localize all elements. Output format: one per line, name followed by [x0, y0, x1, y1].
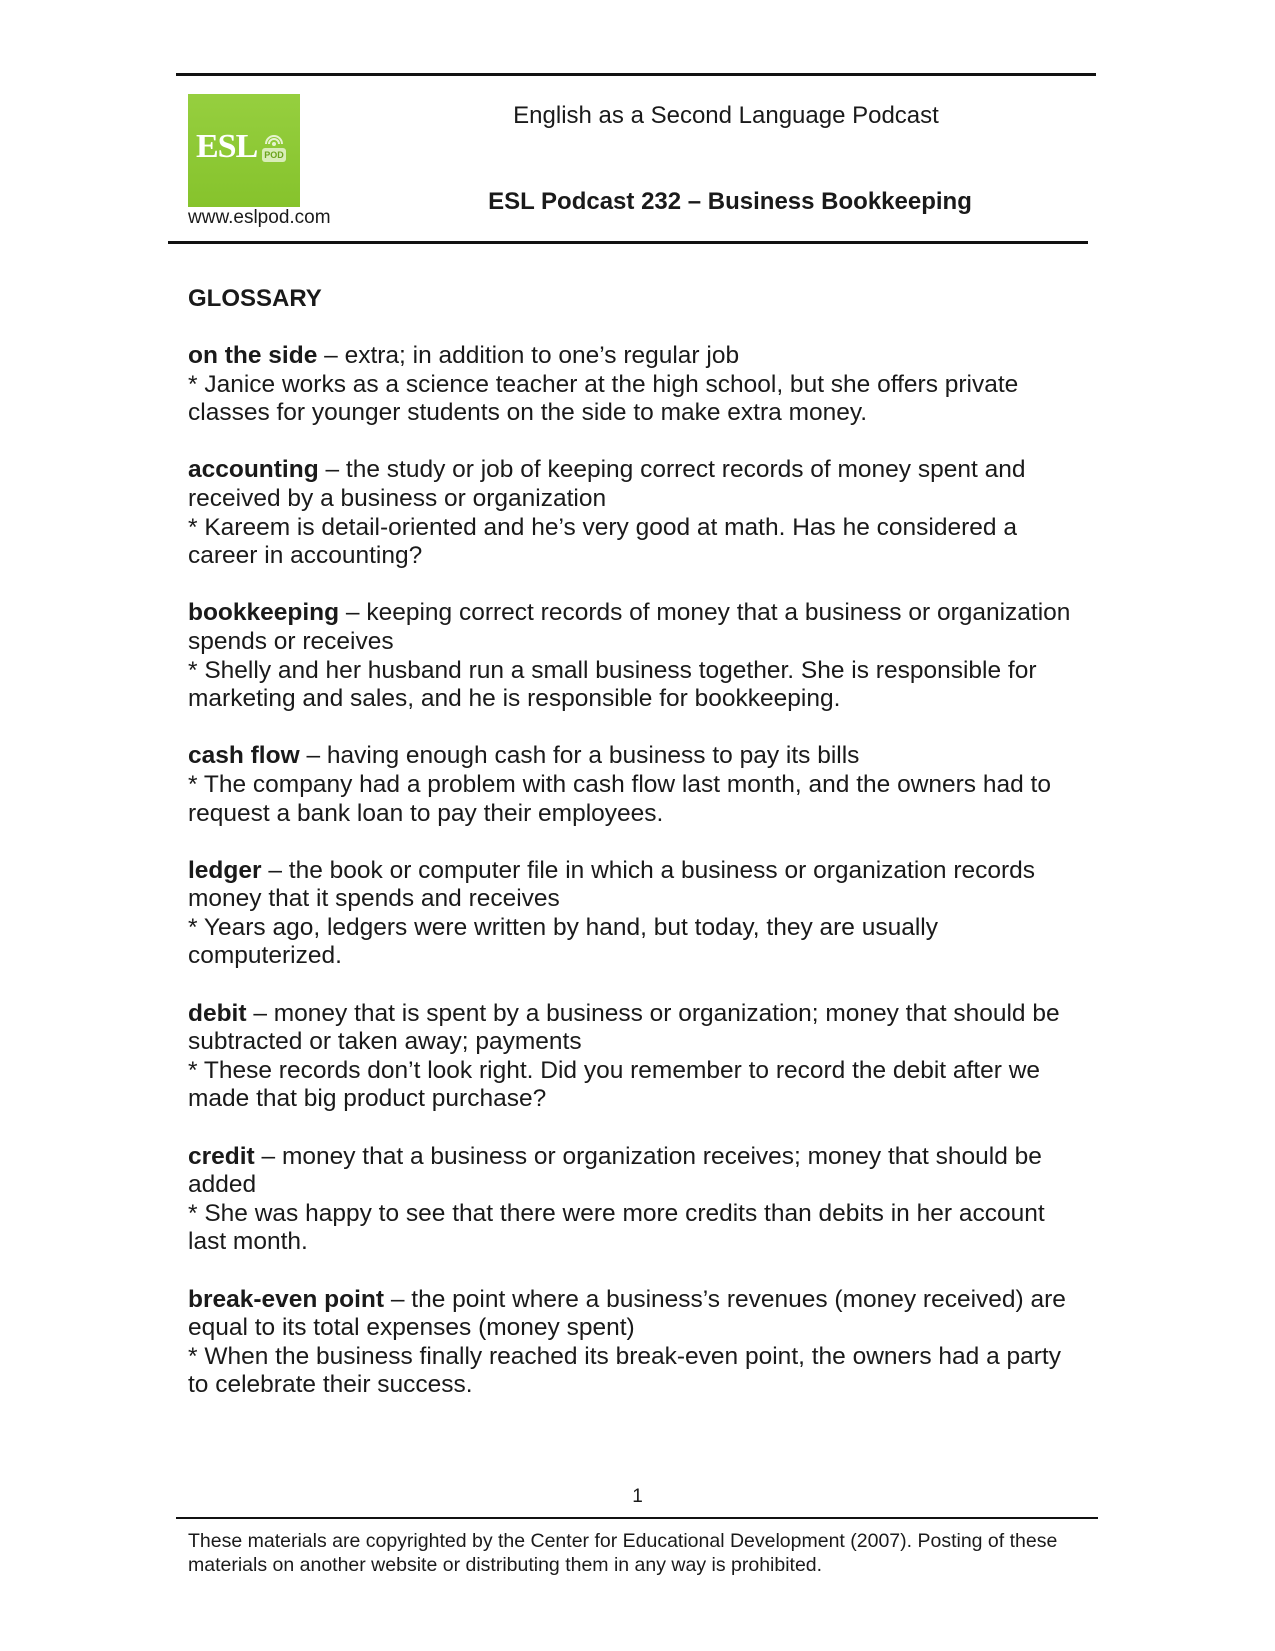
copyright-notice: These materials are copyrighted by the Center for Educational Development (2007). Posting of these materials on another website or distributing them in any way is prohibited.	[188, 1530, 1058, 1576]
glossary-term: ledger	[188, 856, 262, 884]
glossary-term: bookkeeping	[188, 599, 340, 627]
glossary-entry	[188, 456, 1088, 570]
glossary-term: cash flow	[188, 742, 300, 770]
glossary-term: on the side	[188, 342, 318, 369]
header-top-rule	[176, 73, 1096, 76]
entry-definition-line	[188, 742, 1088, 771]
glossary-definition: – money that a business or organization receives; money that should be added	[188, 1142, 1042, 1199]
entry-definition-line	[188, 1000, 1088, 1057]
entry-definition-line	[188, 456, 1088, 513]
glossary-example: * Shelly and her husband run a small business together. She is responsible for marketing and sales, and he is responsible for bookkeeping.	[188, 656, 1037, 713]
glossary-heading: GLOSSARY	[188, 285, 322, 312]
glossary-example: * The company had a problem with cash flow last month, and the owners had to request a bank loan to pay their employees.	[188, 770, 1051, 827]
glossary-definition: – the book or computer file in which a business or organization records money that it spends and receives	[188, 856, 1036, 913]
glossary-term: accounting	[188, 456, 319, 484]
entry-definition-line	[188, 599, 1088, 656]
glossary-example: * These records don’t look right. Did you remember to record the debit after we made that big product purchase?	[188, 1056, 1041, 1113]
glossary-entry	[188, 857, 1088, 971]
glossary-entry	[188, 599, 1088, 713]
glossary-example: * She was happy to see that there were more credits than debits in her account last month.	[188, 1199, 1045, 1256]
glossary-example: * When the business finally reached its break-even point, the owners had a party to celebrate their success.	[188, 1342, 1061, 1399]
glossary-term: debit	[188, 999, 247, 1027]
glossary-entry	[188, 1143, 1088, 1257]
entry-definition-line	[188, 1143, 1088, 1200]
entry-definition-line	[188, 857, 1088, 914]
episode-title: ESL Podcast 232 – Business Bookkeeping	[488, 188, 972, 215]
eslpod-logo	[188, 94, 300, 207]
glossary-term: credit	[188, 1142, 255, 1170]
glossary-definition: – the study or job of keeping correct records of money spent and received by a business or organization	[188, 456, 1026, 512]
glossary-definition: – money that is spent by a business or organization; money that should be subtracted or taken away; payments	[188, 999, 1060, 1056]
header-bottom-rule	[168, 241, 1088, 244]
entry-definition-line	[188, 1286, 1088, 1343]
series-title: English as a Second Language Podcast	[513, 102, 939, 129]
page-number: 1	[632, 1486, 643, 1507]
glossary-list	[188, 342, 1088, 1429]
logo-wordmark: ESL	[196, 128, 258, 165]
glossary-example: * Janice works as a science teacher at the high school, but she offers private classes for younger students on the side to make extra money.	[188, 370, 1019, 427]
podcast-signal-icon	[262, 130, 286, 148]
glossary-entry	[188, 742, 1088, 828]
glossary-entry	[188, 1286, 1088, 1400]
logo-pod-badge: POD	[262, 148, 286, 162]
site-url: www.eslpod.com	[188, 207, 331, 228]
glossary-entry	[188, 1000, 1088, 1114]
footer-rule	[176, 1517, 1098, 1519]
glossary-definition: – extra; in addition to one’s regular job	[317, 342, 740, 369]
glossary-definition: – the point where a business’s revenues (money received) are equal to its total expenses (money spent)	[188, 1285, 1066, 1342]
glossary-example: * Kareem is detail-oriented and he’s very good at math. Has he considered a career in accounting?	[188, 513, 1017, 570]
glossary-example: * Years ago, ledgers were written by hand, but today, they are usually computerized.	[188, 913, 938, 970]
glossary-entry	[188, 342, 1088, 428]
glossary-definition: – having enough cash for a business to pay its bills	[299, 742, 860, 770]
entry-definition-line	[188, 342, 1088, 371]
glossary-definition: – keeping correct records of money that a business or organization spends or receives	[188, 599, 1071, 655]
glossary-term: break-even point	[188, 1285, 385, 1313]
